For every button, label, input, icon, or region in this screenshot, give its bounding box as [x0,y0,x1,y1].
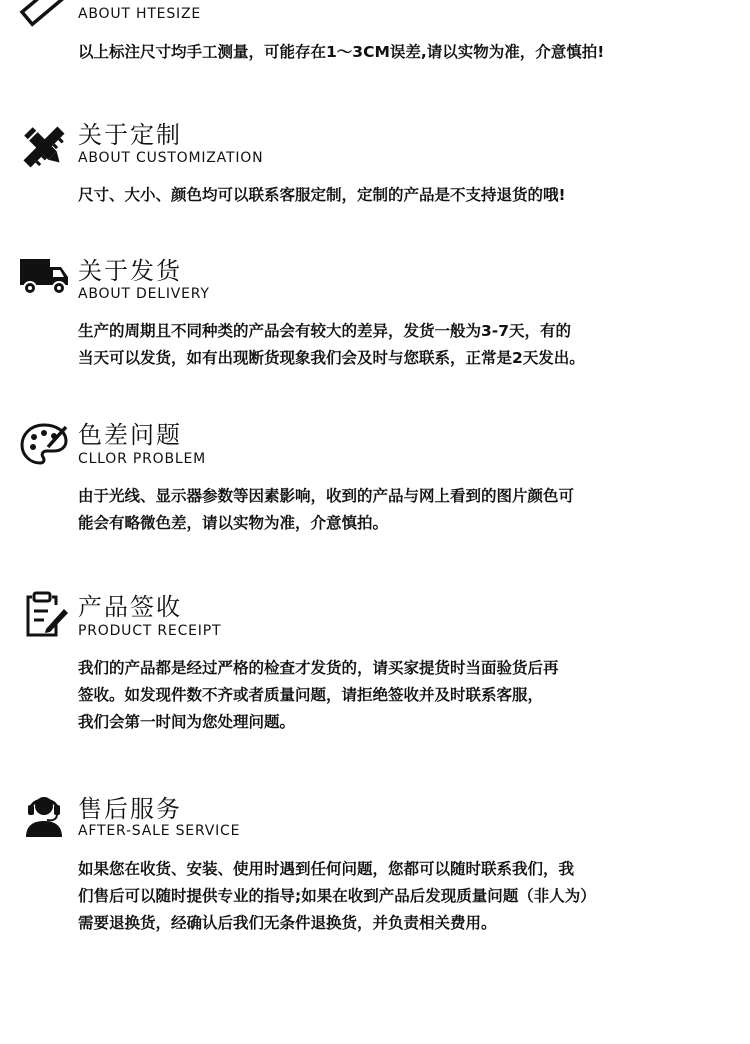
color-title-cn: 色差问题 [78,421,182,449]
size-title-en: ABOUT HTESIZE [78,6,201,22]
body-line: 签收。如发现件数不齐或者质量问题，请拒绝签收并及时联系客服， [78,686,544,704]
customization-body [78,182,738,209]
ruler-icon [18,0,70,30]
body-line: 能会有略微色差，请以实物为准，介意慎拍。 [78,514,389,532]
color-title-en: CLLOR PROBLEM [78,451,206,467]
pencil-ruler-icon [18,121,70,173]
customization-title-en: ABOUT CUSTOMIZATION [78,150,264,166]
body-line: 们售后可以随时提供专业的指导;如果在收到产品后发现质量问题（非人为） [78,887,596,905]
body-line: 我们会第一时间为您处理问题。 [78,713,296,731]
size-body [78,39,738,66]
palette-icon [18,417,70,469]
clipboard-pen-icon [18,589,70,641]
body-line: 生产的周期且不同种类的产品会有较大的差异，发货一般为3-7天，有的 [78,322,572,340]
customer-service-icon [18,789,70,841]
truck-icon [18,251,70,303]
delivery-title-en: ABOUT DELIVERY [78,286,210,302]
color-body [78,483,738,537]
delivery-body [78,318,738,372]
receipt-title-cn: 产品签收 [78,593,182,621]
customization-title-cn: 关于定制 [78,121,182,149]
body-line: 由于光线、显示器参数等因素影响，收到的产品与网上看到的图片颜色可 [78,487,575,505]
delivery-title-cn: 关于发货 [78,257,182,285]
receipt-body [78,655,738,736]
body-line: 我们的产品都是经过严格的检查才发货的，请买家提货时当面验货后再 [78,659,559,677]
body-line: 尺寸、大小、颜色均可以联系客服定制，定制的产品是不支持退货的哦! [78,186,566,204]
body-line: 以上标注尺寸均手工测量，可能存在1～3CM误差,请以实物为准，介意慎拍! [78,43,605,61]
service-body [78,856,738,937]
receipt-title-en: PRODUCT RECEIPT [78,623,222,639]
service-title-en: AFTER-SALE SERVICE [78,823,241,839]
body-line: 需要退换货，经确认后我们无条件退换货，并负责相关费用。 [78,914,497,932]
body-line: 如果您在收货、安装、使用时遇到任何问题，您都可以随时联系我们，我 [78,860,575,878]
service-title-cn: 售后服务 [78,795,182,823]
body-line: 当天可以发货，如有出现断货现象我们会及时与您联系，正常是2天发出。 [78,349,585,367]
